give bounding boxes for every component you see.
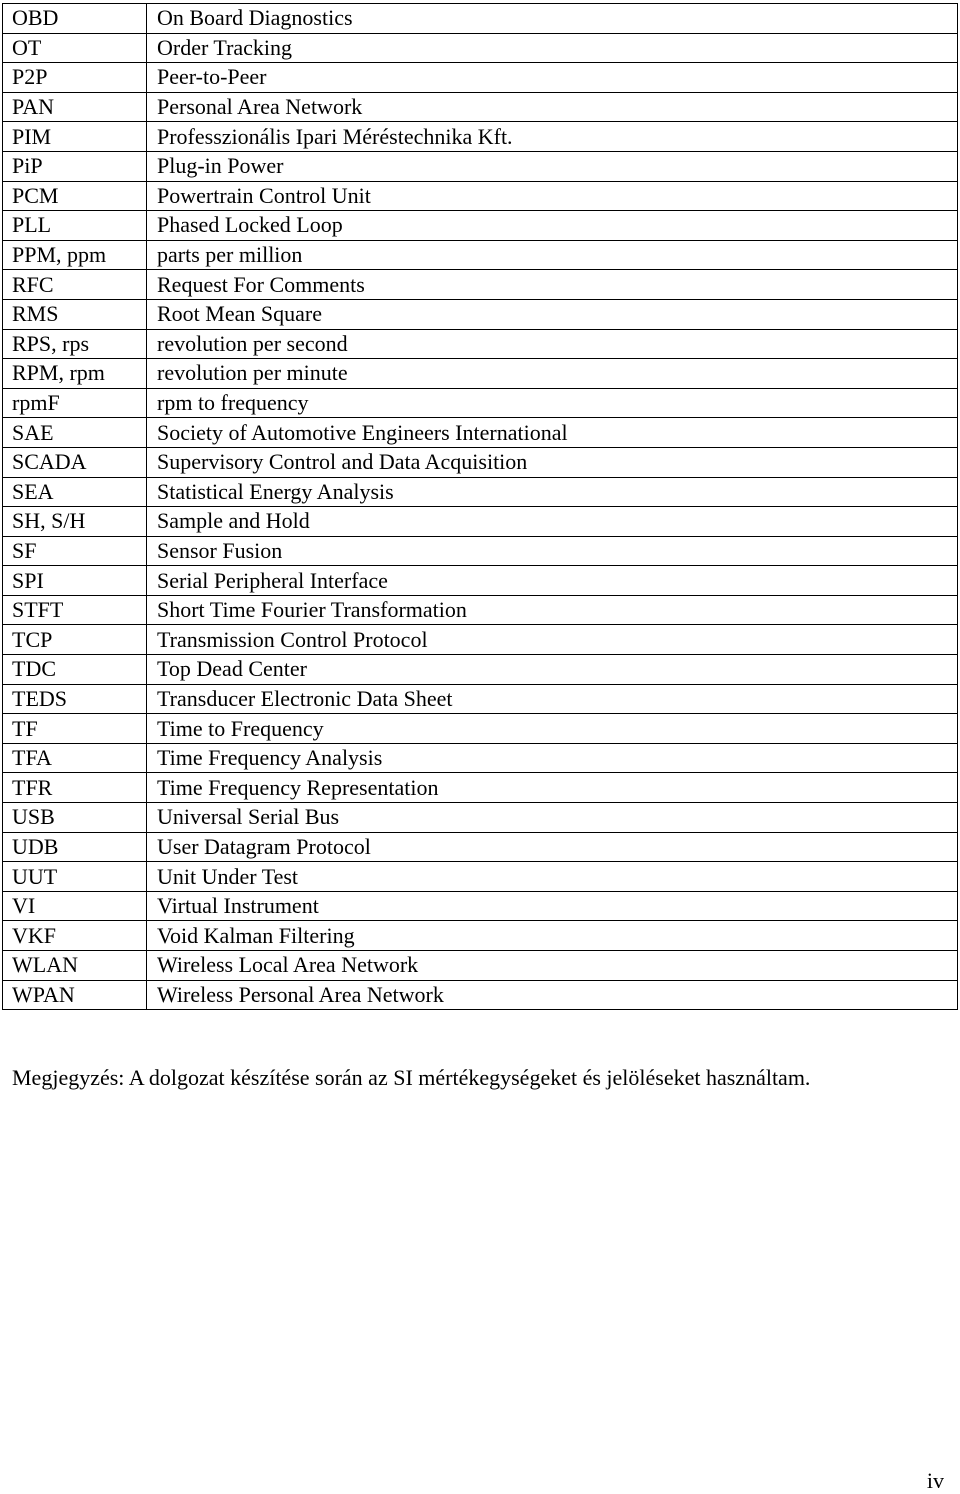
abbreviation-cell: WPAN [3, 980, 147, 1010]
table-row [3, 655, 958, 685]
table-row [3, 951, 958, 981]
abbreviation-cell: UDB [3, 832, 147, 862]
abbreviation-cell: SCADA [3, 447, 147, 477]
meaning-cell: Time to Frequency [147, 714, 958, 744]
table-row [3, 299, 958, 329]
table-row [3, 388, 958, 418]
abbreviation-cell: PIM [3, 122, 147, 152]
meaning-cell: Serial Peripheral Interface [147, 566, 958, 596]
abbreviation-cell: SH, S/H [3, 507, 147, 537]
abbreviation-cell: TCP [3, 625, 147, 655]
abbreviation-cell: RMS [3, 299, 147, 329]
meaning-cell: Phased Locked Loop [147, 211, 958, 241]
meaning-cell: Root Mean Square [147, 299, 958, 329]
abbreviation-cell: OBD [3, 4, 147, 34]
meaning-cell: On Board Diagnostics [147, 4, 958, 34]
table-row [3, 980, 958, 1010]
footnote-remark: Megjegyzés: A dolgozat készítése során az SI mértékegységeket és jelöléseket használtam. [12, 1065, 811, 1090]
meaning-cell: Peer-to-Peer [147, 63, 958, 93]
abbreviation-cell: STFT [3, 595, 147, 625]
meaning-cell: Void Kalman Filtering [147, 921, 958, 951]
meaning-cell: Statistical Energy Analysis [147, 477, 958, 507]
meaning-cell: Time Frequency Representation [147, 773, 958, 803]
meaning-cell: Wireless Local Area Network [147, 951, 958, 981]
meaning-cell: Personal Area Network [147, 92, 958, 122]
table-row [3, 803, 958, 833]
abbreviation-cell: TFA [3, 743, 147, 773]
table-row [3, 566, 958, 596]
meaning-cell: Professzionális Ipari Méréstechnika Kft. [147, 122, 958, 152]
meaning-cell: Sensor Fusion [147, 536, 958, 566]
table-row [3, 536, 958, 566]
abbreviation-table-body [3, 4, 958, 1010]
table-row [3, 359, 958, 389]
abbreviation-cell: TEDS [3, 684, 147, 714]
abbreviation-cell: TFR [3, 773, 147, 803]
meaning-cell: Plug-in Power [147, 151, 958, 181]
abbreviation-cell: UUT [3, 862, 147, 892]
table-row [3, 151, 958, 181]
abbreviation-cell: SPI [3, 566, 147, 596]
abbreviation-cell: PLL [3, 211, 147, 241]
meaning-cell: Wireless Personal Area Network [147, 980, 958, 1010]
table-row [3, 507, 958, 537]
table-row [3, 211, 958, 241]
table-row [3, 240, 958, 270]
abbreviation-cell: VKF [3, 921, 147, 951]
meaning-cell: parts per million [147, 240, 958, 270]
table-row [3, 714, 958, 744]
table-row [3, 595, 958, 625]
meaning-cell: Universal Serial Bus [147, 803, 958, 833]
table-row [3, 418, 958, 448]
meaning-cell: Unit Under Test [147, 862, 958, 892]
abbreviation-cell: RPM, rpm [3, 359, 147, 389]
table-row [3, 862, 958, 892]
table-row [3, 832, 958, 862]
meaning-cell: User Datagram Protocol [147, 832, 958, 862]
abbreviation-cell: TF [3, 714, 147, 744]
abbreviation-cell: RPS, rps [3, 329, 147, 359]
meaning-cell: Top Dead Center [147, 655, 958, 685]
meaning-cell: Transducer Electronic Data Sheet [147, 684, 958, 714]
abbreviation-cell: PiP [3, 151, 147, 181]
abbreviation-cell: VI [3, 891, 147, 921]
abbreviation-cell: OT [3, 33, 147, 63]
page-number: iv [926, 1468, 944, 1493]
meaning-cell: Transmission Control Protocol [147, 625, 958, 655]
meaning-cell: Society of Automotive Engineers International [147, 418, 958, 448]
meaning-cell: Time Frequency Analysis [147, 743, 958, 773]
abbreviation-cell: RFC [3, 270, 147, 300]
abbreviation-table [2, 3, 958, 1010]
meaning-cell: Request For Comments [147, 270, 958, 300]
meaning-cell: Short Time Fourier Transformation [147, 595, 958, 625]
table-row [3, 329, 958, 359]
abbreviation-cell: PPM, ppm [3, 240, 147, 270]
table-row [3, 743, 958, 773]
table-row [3, 181, 958, 211]
abbreviation-cell: WLAN [3, 951, 147, 981]
table-row [3, 684, 958, 714]
abbreviation-cell: PCM [3, 181, 147, 211]
table-row [3, 92, 958, 122]
meaning-cell: revolution per minute [147, 359, 958, 389]
table-row [3, 477, 958, 507]
table-row [3, 122, 958, 152]
table-row [3, 625, 958, 655]
table-row [3, 270, 958, 300]
abbreviation-cell: TDC [3, 655, 147, 685]
meaning-cell: revolution per second [147, 329, 958, 359]
abbreviation-cell: rpmF [3, 388, 147, 418]
meaning-cell: Supervisory Control and Data Acquisition [147, 447, 958, 477]
abbreviation-cell: SEA [3, 477, 147, 507]
abbreviation-cell: P2P [3, 63, 147, 93]
table-row [3, 63, 958, 93]
table-row [3, 921, 958, 951]
abbreviation-cell: SF [3, 536, 147, 566]
table-row [3, 773, 958, 803]
abbreviation-cell: SAE [3, 418, 147, 448]
meaning-cell: rpm to frequency [147, 388, 958, 418]
meaning-cell: Sample and Hold [147, 507, 958, 537]
table-row [3, 891, 958, 921]
table-row [3, 447, 958, 477]
table-row [3, 4, 958, 34]
meaning-cell: Virtual Instrument [147, 891, 958, 921]
abbreviation-cell: PAN [3, 92, 147, 122]
meaning-cell: Powertrain Control Unit [147, 181, 958, 211]
abbreviation-cell: USB [3, 803, 147, 833]
table-row [3, 33, 958, 63]
meaning-cell: Order Tracking [147, 33, 958, 63]
